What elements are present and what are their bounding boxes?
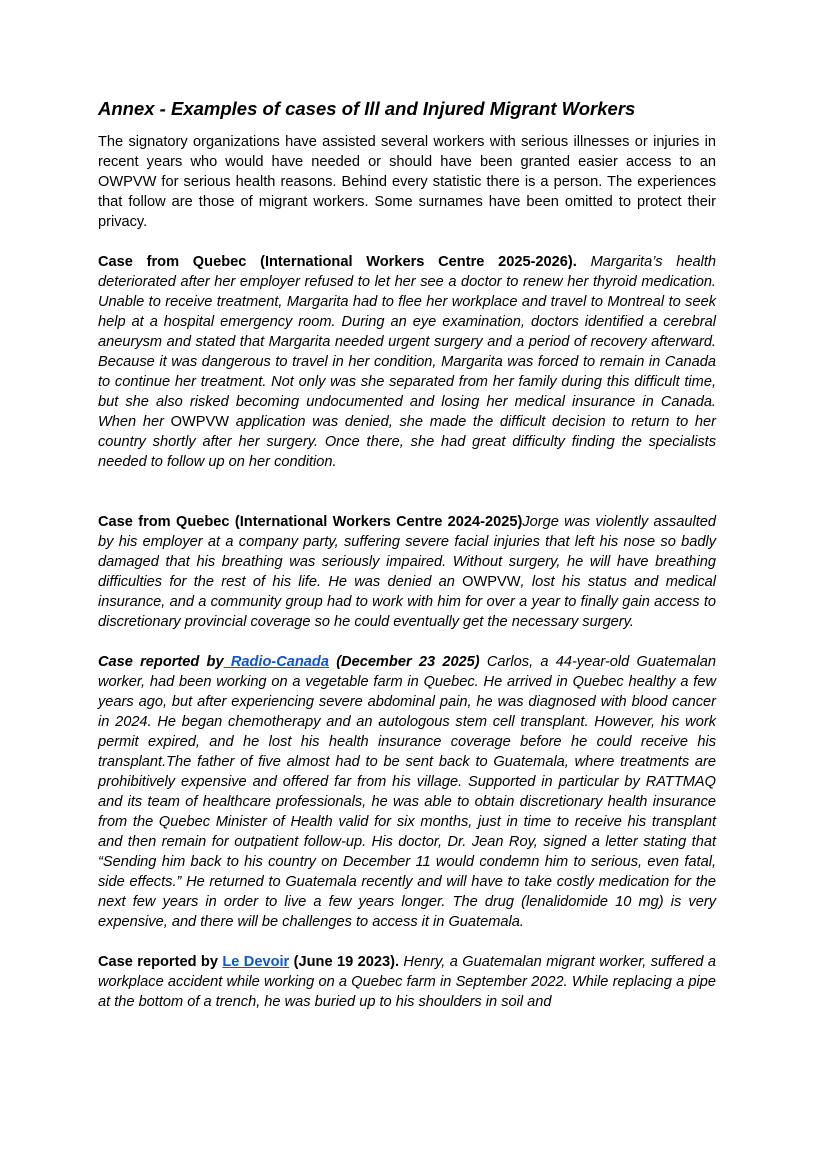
case-henry-text: Henry, a Guatemalan migrant worker, suffered a workplace accident while working on a Quebec farm in September 2022. While replacing a pipe at the bottom of a trench, he was buried up to his shoulders in soil and: [98, 954, 716, 1010]
case-jorge-acronym: OWPVW: [462, 574, 521, 590]
case-carlos-heading-date: (December 23 2025): [328, 654, 480, 670]
radio-canada-link[interactable]: Radio-Canada: [223, 654, 329, 670]
intro-paragraph: The signatory organizations have assisted several workers with serious illnesses or injuries in recent years who would have needed or should have been granted easier access to an OWPVW for serious health reasons. Behind every statistic there is a person. The experiences that follow are those of migrant workers. Some surnames have been omitted to protect their privacy.: [98, 134, 716, 230]
case-jorge-text-end: , lost his status and medical insurance, and a community group had to work with him for over a year to finally gain access to discretionary provincial coverage so he could eventually get the necessary surgery.: [98, 574, 716, 630]
case-margarita-text: Margarita’s health deteriorated after her employer refused to let her see a doctor to renew her thyroid medication. Unable to receive treatment, Margarita had to flee her workplace and travel to Montreal to seek help at a hospital emergency room. During an eye examination, doctors identified a cerebral aneurysm and stated that Margarita needed urgent surgery and a period of recovery afterward. Because it was dangerous to travel in her condition, Margarita was forced to remain in Canada to continue her treatment. Not only was she separated from her family during this difficult time, but she also risked becoming undocumented and losing her medical insurance in Canada. When her: [98, 254, 716, 430]
case-margarita-heading: Case from Quebec (International Workers Centre 2025-2026).: [98, 254, 577, 270]
case-margarita-paragraph: [98, 252, 716, 472]
case-carlos-heading-prefix: Case reported by: [98, 654, 224, 670]
document-page: [98, 96, 716, 1012]
case-jorge-paragraph: [98, 512, 716, 632]
case-carlos-paragraph: [98, 652, 716, 932]
case-margarita-acronym: OWPVW: [170, 414, 230, 430]
page-title: Annex - Examples of cases of Ill and Injured Migrant Workers: [98, 98, 636, 119]
case-henry-heading-prefix: Case reported by: [98, 954, 223, 970]
case-carlos-text: Carlos, a 44-year-old Guatemalan worker, had been working on a vegetable farm in Quebec. He arrived in Quebec healthy a few years ago, but after experiencing severe abdominal pain, he was diagnosed with blood cancer in 2024. He began chemotherapy and an autologous stem cell transplant. However, his work permit expired, and he lost his health insurance coverage before he could receive his transplant.The father of five almost had to be sent back to Guatemala, where treatments are prohibitively expensive and offered far from his village. Supported in particular by RATTMAQ and its team of healthcare professionals, he was able to obtain discretionary health insurance from the Quebec Minister of Health valid for six months, just in time to receive his transplant and then remain for outpatient follow-up. His doctor, Dr. Jean Roy, signed a letter stating that “Sending him back to his country on December 11 would condemn him to serious, even fatal, side effects.” He returned to Guatemala recently and will have to take costly medication for the next few years in order to live a few years longer. The drug (lenalidomide 10 mg) is very expensive, and there will be challenges to access it in Guatemala.: [98, 654, 716, 930]
case-henry-heading-date: (June 19 2023).: [289, 954, 400, 970]
case-jorge-text: Jorge was violently assaulted by his employer at a company party, suffering severe facial injuries that left his nose so badly damaged that his breathing was seriously impaired. Without surgery, he will have breathing difficulties for the rest of his life. He was denied an: [98, 514, 716, 590]
le-devoir-link[interactable]: Le Devoir: [222, 954, 290, 970]
case-margarita-text-end: application was denied, she made the difficult decision to return to her country shortly after her surgery. Once there, she had great difficulty finding the specialists needed to follow up on her condition.: [98, 414, 716, 470]
case-jorge-heading: Case from Quebec (International Workers Centre 2024-2025): [98, 514, 523, 530]
case-henry-paragraph: [98, 952, 716, 1012]
